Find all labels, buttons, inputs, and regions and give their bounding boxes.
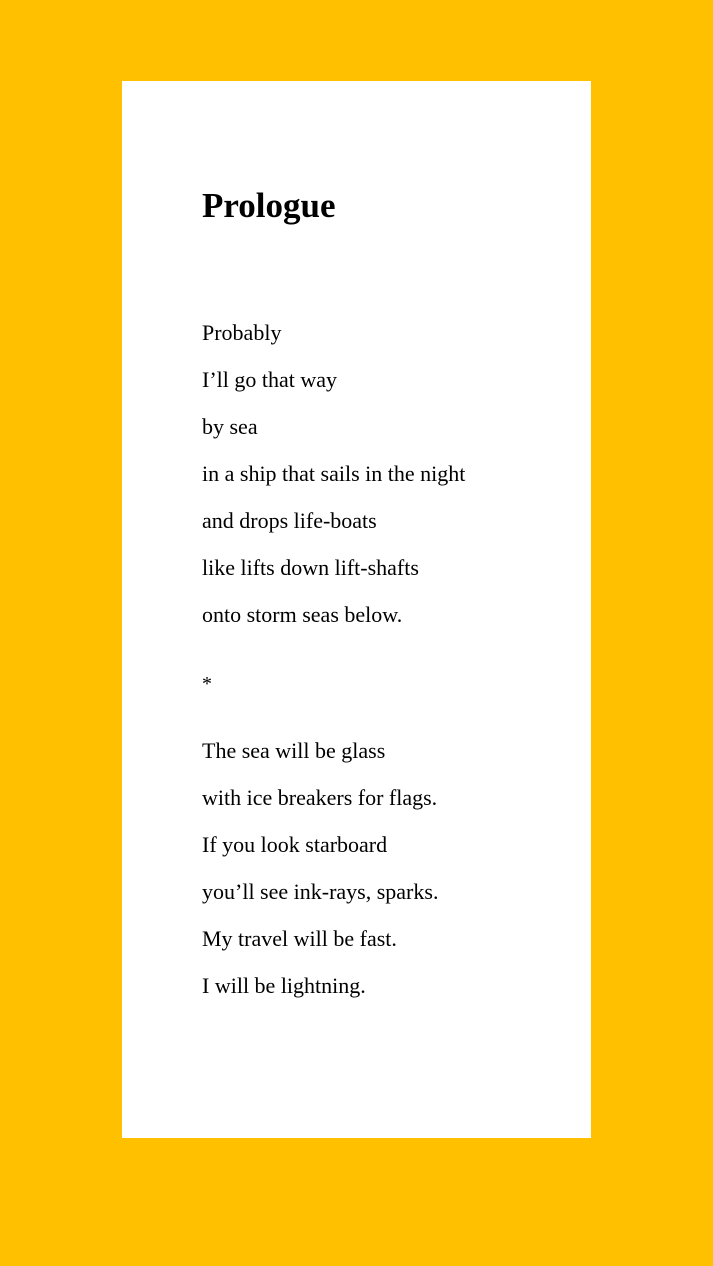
stanza-1 (202, 309, 465, 638)
poem-line: If you look starboard (202, 832, 388, 857)
poem-line: by sea (202, 414, 258, 439)
poem-line: like lifts down lift-shafts (202, 555, 419, 580)
poem-line: onto storm seas below. (202, 602, 403, 627)
poem-line: and drops life-boats (202, 508, 377, 533)
poem-line: you’ll see ink-rays, sparks. (202, 879, 439, 904)
poem-line: with ice breakers for flags. (202, 785, 438, 810)
poem-title: Prologue (202, 186, 336, 225)
poem-line: Probably (202, 320, 282, 345)
stanza-separator: * (202, 673, 212, 695)
poem-page (122, 81, 591, 1138)
stanza-2 (202, 727, 438, 1009)
poem-line: I’ll go that way (202, 367, 338, 392)
poem-line: My travel will be fast. (202, 926, 397, 951)
poem-line: in a ship that sails in the night (202, 461, 466, 486)
poem-line: The sea will be glass (202, 738, 386, 763)
poem-line: I will be lightning. (202, 973, 366, 998)
